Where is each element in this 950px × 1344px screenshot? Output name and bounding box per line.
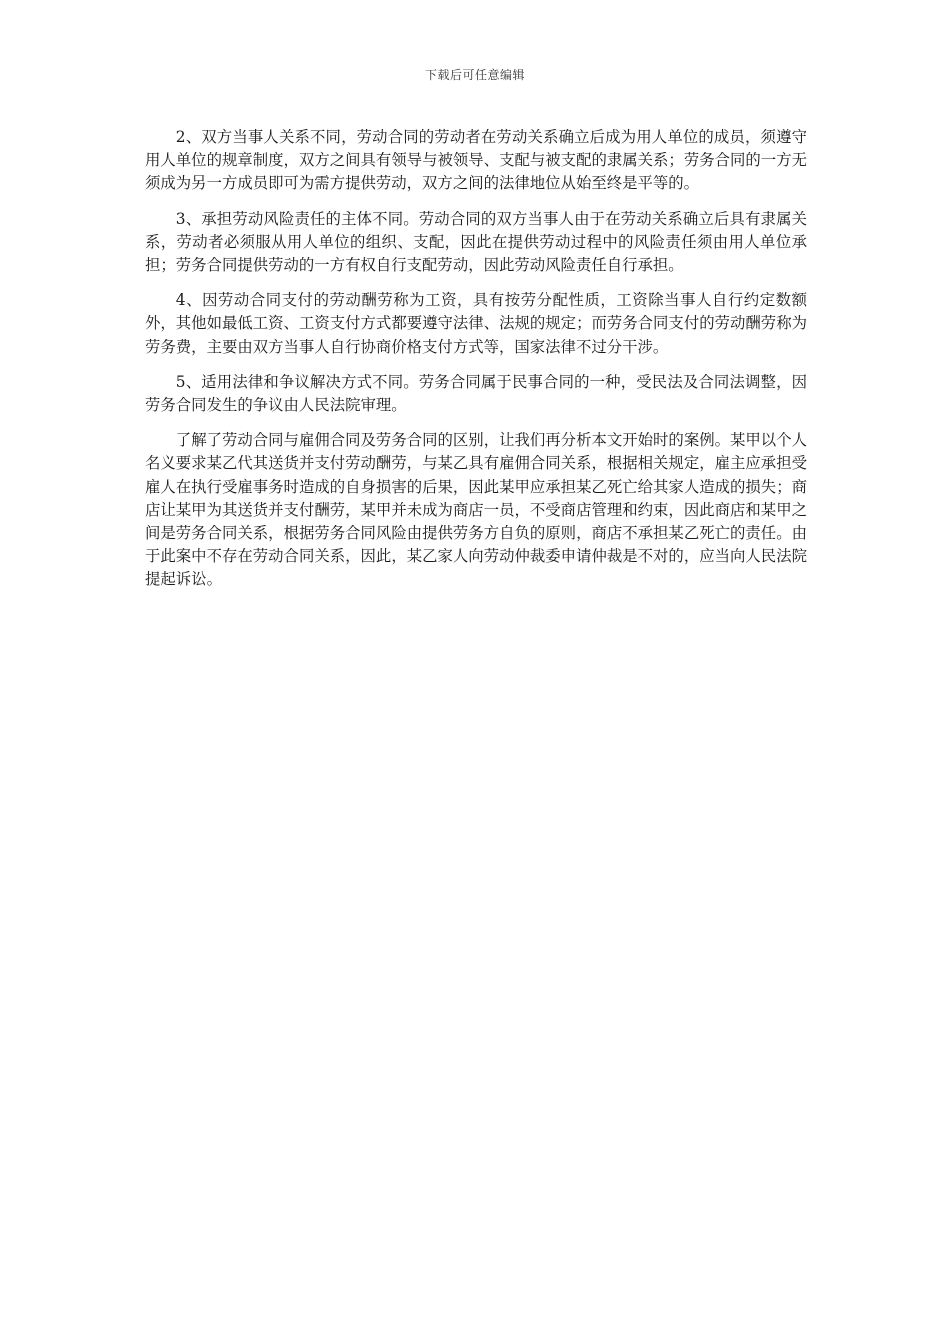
paragraph-point-3: 3、承担劳动风险责任的主体不同。劳动合同的双方当事人由于在劳动关系确立后具有隶属关系，劳动者必须服从用人单位的组织、支配，因此在提供劳动过程中的风险责任须由用人单位承担；劳务合同提供劳动的一方有权自行支配劳动，因此劳动风险责任自行承担。: [145, 209, 807, 275]
paragraph-point-4: 4、因劳动合同支付的劳动酬劳称为工资，具有按劳分配性质，工资除当事人自行约定数额外，其他如最低工资、工资支付方式都要遵守法律、法规的规定；而劳务合同支付的劳动酬劳称为劳务费，主要由双方当事人自行协商价格支付方式等，国家法律不过分干涉。: [145, 291, 807, 356]
document-body: [145, 126, 807, 604]
page-header: 下载后可任意编辑: [424, 68, 525, 82]
paragraph-point-5: 5、适用法律和争议解决方式不同。劳务合同属于民事合同的一种，受民法及合同法调整，因劳务合同发生的争议由人民法院审理。: [145, 372, 807, 415]
paragraph-case-analysis: 了解了劳动合同与雇佣合同及劳务合同的区别，让我们再分析本文开始时的案例。某甲以个人名义要求某乙代其送货并支付劳动酬劳，与某乙具有雇佣合同关系，根据相关规定，雇主应承担受雇人在执行受雇事务时造成的自身损害的后果，因此某甲应承担某乙死亡给其家人造成的损失；商店让某甲为其送货并支付酬劳，某甲并未成为商店一员，不受商店管理和约束，因此商店和某甲之间是劳务合同关系，根据劳务合同风险由提供劳务方自负的原则，商店不承担某乙死亡的责任。由于此案中不存在劳动合同关系，因此，某乙家人向劳动仲裁委申请仲裁是不对的，应当向人民法院提起诉讼。: [145, 431, 807, 589]
paragraph-point-2: 2、双方当事人关系不同，劳动合同的劳动者在劳动关系确立后成为用人单位的成员，须遵守用人单位的规章制度，双方之间具有领导与被领导、支配与被支配的隶属关系；劳务合同的一方无须成为另一方成员即可为需方提供劳动，双方之间的法律地位从始至终是平等的。: [145, 128, 807, 193]
